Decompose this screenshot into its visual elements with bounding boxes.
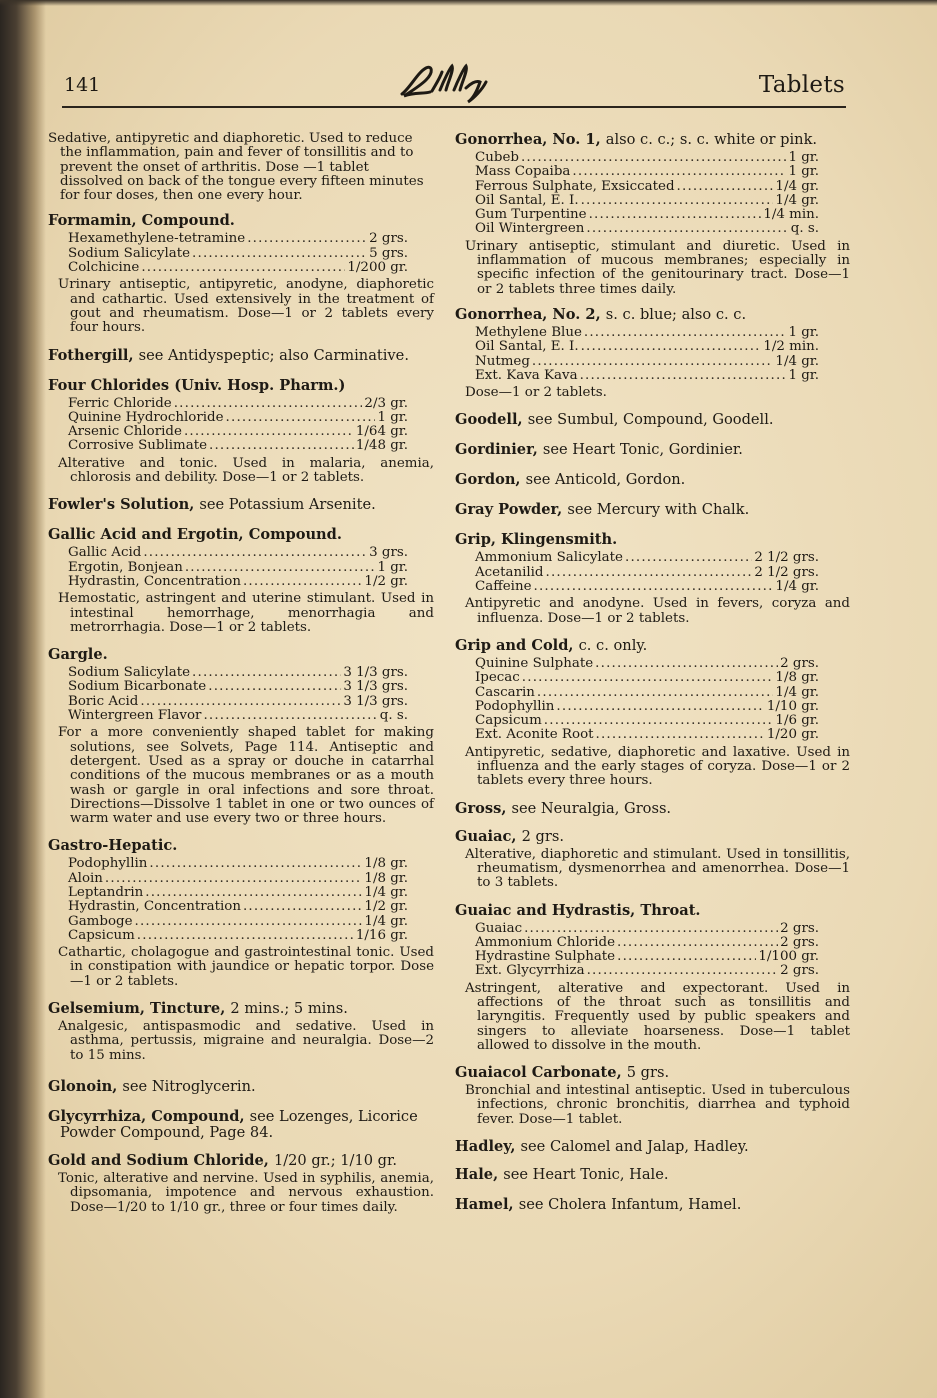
left-column	[48, 132, 434, 1215]
ingredient-row	[475, 151, 819, 165]
entry-gastro-hepatic	[48, 838, 434, 989]
ingredient-dose: 1/8 gr.	[364, 856, 408, 872]
ingredient-name: Gallic Acid	[68, 545, 142, 561]
entry-title: Gordon,	[455, 471, 521, 489]
ingredient-dose: 1/16 gr.	[355, 927, 408, 943]
entry-title: Guaiac and Hydrastis, Throat.	[455, 901, 701, 919]
ingredient-row	[475, 922, 819, 936]
ingredient-name: Podophyllin	[475, 698, 555, 714]
ingredient-dose: 2 1/2 grs.	[754, 550, 819, 566]
page-number: 141	[64, 74, 101, 96]
intro-text: Sedative, antipyretic and diaphoretic. Used to reduce the inflammation, pain and fever of tonsillitis and to prevent the onset of arthritis. Dose —1 tablet dissolved on back of the tongue every fifteen minutes for four doses, then one every hour.	[48, 131, 424, 204]
binding-shadow	[0, 0, 46, 1398]
ingredient-row	[475, 369, 819, 383]
ingredient-dose: 1 gr.	[788, 150, 819, 165]
ingredient-list	[475, 551, 850, 594]
ingredient-row	[475, 165, 819, 179]
entry-fowler	[48, 497, 434, 513]
ingredient-name: Gamboge	[68, 913, 133, 929]
entry-title: Gray Powder,	[455, 501, 563, 519]
entry-title: Gastro-Hepatic.	[48, 837, 178, 855]
ingredient-row	[475, 566, 819, 580]
ingredient-row	[68, 397, 408, 411]
ingredient-name: Cubeb	[475, 150, 519, 165]
ingredient-name: Boric Acid	[68, 693, 139, 709]
ingredient-row	[68, 857, 408, 871]
ingredient-dose: 2 grs.	[780, 920, 819, 936]
ingredient-dose: 1/4 min.	[763, 207, 819, 223]
entry-dose-note: 2 grs.	[521, 827, 564, 845]
ingredient-row	[475, 340, 819, 354]
entry-gordinier	[455, 442, 850, 458]
ingredient-name: Mass Copaiba	[475, 164, 571, 180]
ingredient-name: Podophyllin	[68, 856, 148, 872]
entry-description: Tonic, alterative and nervine. Used in syphilis, anemia, dipsomania, impotence and nervous exhaustion. Dose—1/20 to 1/10 gr., three or four times daily.	[58, 1170, 434, 1215]
ingredient-name: Ext. Kava Kava	[475, 367, 578, 383]
ingredient-row	[475, 222, 819, 236]
ingredient-name: Ext. Aconite Root	[475, 727, 594, 743]
entry-title: Gordinier,	[455, 441, 538, 459]
ingredient-row	[68, 546, 408, 560]
entry-gargle	[48, 647, 434, 826]
ingredient-dose: 1/4 gr.	[775, 192, 819, 208]
ingredient-name: Ammonium Chloride	[475, 934, 616, 950]
entry-description: Bronchial and intestinal antiseptic. Used in tuberculous infections, chronic bronchitis, diarrhea and typhoid fever. Dose—1 tablet.	[465, 1083, 850, 1127]
ingredient-dose: 1 gr.	[377, 559, 408, 575]
ingredient-dose: 1 gr.	[788, 367, 819, 383]
ingredient-dose: 1 gr.	[788, 324, 819, 340]
entry-description: For a more conveniently shaped tablet for making solutions, see Solvets, Page 114. Antiseptic and detergent. Used as a spray or douche in catarrhal conditions of the mucous membranes or as a mouth wash or gargle in oral infections and sore throat. Directions—Dissolve 1 tablet in one or two ounces of warm water and use every two or three hours.	[58, 725, 434, 827]
entry-title: Gold and Sodium Chloride,	[48, 1151, 269, 1169]
see-reference: see Mercury with Chalk.	[567, 501, 750, 519]
ingredient-dose: 3 1/3 grs.	[343, 665, 408, 681]
see-reference: see Sumbul, Compound, Goodell.	[527, 411, 774, 429]
ingredient-row	[475, 551, 819, 565]
page-top-edge	[0, 0, 937, 6]
entry-gonorrhea-2	[455, 307, 850, 400]
ingredient-name: Methylene Blue	[475, 324, 582, 340]
ingredient-name: Nutmeg	[475, 353, 530, 369]
entry-title: Hale,	[455, 1166, 499, 1184]
ingredient-name: Hydrastin, Concentration	[68, 573, 241, 589]
ingredient-dose: 1/2 min.	[763, 339, 819, 355]
ingredient-dose: 1 gr.	[377, 409, 408, 425]
ingredient-list	[68, 546, 434, 589]
ingredient-dose: 2 1/2 grs.	[754, 564, 819, 580]
ingredient-name: Hexamethylene-tetramine	[68, 231, 246, 247]
ingredient-row	[475, 355, 819, 369]
ingredient-dose: 1/4 gr.	[364, 913, 408, 929]
entry-title: Guaiacol Carbonate,	[455, 1064, 622, 1082]
ingredient-list	[68, 232, 434, 275]
entry-gallic-acid	[48, 527, 434, 635]
entry-grip	[455, 532, 850, 625]
see-reference: see Antidyspeptic; also Carminative.	[138, 346, 409, 364]
entry-fothergill	[48, 348, 434, 364]
see-reference: see Neuralgia, Gross.	[511, 799, 672, 817]
entry-guaiac	[455, 829, 850, 891]
ingredient-dose: q. s.	[790, 221, 819, 237]
ingredient-dose: 1/2 gr.	[364, 899, 408, 915]
entry-guaiacol	[455, 1065, 850, 1127]
ingredient-name: Cascarin	[475, 684, 535, 700]
entry-title: Four Chlorides (Univ. Hosp. Pharm.)	[48, 376, 346, 394]
ingredient-dose: 2 grs.	[780, 934, 819, 950]
entry-gordon	[455, 472, 850, 488]
ingredient-name: Arsenic Chloride	[68, 424, 182, 440]
entry-description: Antipyretic and anodyne. Used in fevers, coryza and influenza. Dose—1 or 2 tablets.	[465, 596, 850, 626]
ingredient-dose: 1/64 gr.	[355, 424, 408, 440]
ingredient-row	[68, 425, 408, 439]
ingredient-row	[475, 180, 819, 194]
ingredient-name: Sodium Bicarbonate	[68, 679, 207, 695]
entry-hadley	[455, 1139, 850, 1155]
ingredient-list	[475, 151, 850, 237]
entry-description: Cathartic, cholagogue and gastrointestinal tonic. Used in constipation with jaundice or hepatic torpor. Dose—1 or 2 tablets.	[58, 945, 434, 989]
entry-glycyrrhiza	[48, 1109, 434, 1141]
entry-four-chlorides	[48, 378, 434, 486]
ingredient-row	[475, 714, 819, 728]
ingredient-dose: 1 gr.	[788, 164, 819, 180]
entry-title: Hamel,	[455, 1196, 514, 1214]
ingredient-row	[475, 950, 819, 964]
right-column	[455, 132, 850, 1213]
ingredient-dose: 1/4 gr.	[364, 884, 408, 900]
entry-guaiac-hydrastis	[455, 903, 850, 1054]
ingredient-list	[475, 326, 850, 383]
ingredient-dose: 1/200 gr.	[347, 260, 408, 276]
see-reference: see Heart Tonic, Gordinier.	[542, 441, 743, 459]
lilly-script-logo	[396, 58, 492, 104]
ingredient-name: Aloin	[68, 870, 103, 886]
entry-gray-powder	[455, 502, 850, 518]
entry-gross	[455, 801, 850, 817]
ingredient-row	[68, 261, 408, 275]
ingredient-row	[475, 671, 819, 685]
entry-title: Gargle.	[48, 646, 108, 664]
ingredient-name: Leptandrin	[68, 884, 144, 900]
entry-title: Gelsemium, Tincture,	[48, 1000, 226, 1018]
ingredient-name: Ferrous Sulphate, Exsiccated	[475, 178, 675, 194]
ingredient-row	[68, 929, 408, 943]
entry-description: Alterative and tonic. Used in malaria, anemia, chlorosis and debility. Dose—1 or 2 tablets.	[58, 455, 434, 486]
entry-title: Glycyrrhiza, Compound,	[48, 1107, 245, 1125]
ingredient-dose: 1/4 gr.	[775, 353, 819, 369]
entry-description: Analgesic, antispasmodic and sedative. Used in asthma, pertussis, migraine and neuralgia. Dose—2 to 15 mins.	[58, 1019, 434, 1063]
ingredient-row	[68, 666, 408, 680]
entry-title: Glonoin,	[48, 1077, 118, 1095]
ingredient-name: Hydrastin, Concentration	[68, 899, 241, 915]
entry-gonorrhea-1	[455, 132, 850, 297]
ingredient-row	[68, 232, 408, 246]
ingredient-dose: 1/10 gr.	[766, 698, 819, 714]
ingredient-dose: 1/6 gr.	[775, 713, 819, 729]
ingredient-dose: 1/20 gr.	[766, 727, 819, 743]
ingredient-name: Ext. Glycyrrhiza	[475, 963, 585, 979]
entry-title: Goodell,	[455, 411, 523, 429]
ingredient-name: Caffeine	[475, 579, 532, 595]
entry-glonoin	[48, 1079, 434, 1095]
ingredient-name: Ferric Chloride	[68, 395, 172, 411]
entry-hamel	[455, 1197, 850, 1213]
ingredient-row	[475, 194, 819, 208]
entry-title: Grip and Cold,	[455, 636, 574, 654]
ingredient-list	[475, 922, 850, 979]
entry-dose-note: 2 mins.; 5 mins.	[230, 1000, 348, 1018]
ingredient-row	[475, 326, 819, 340]
ingredient-row	[475, 700, 819, 714]
entry-title: Guaiac,	[455, 827, 517, 845]
ingredient-row	[68, 900, 408, 914]
entry-description: Dose—1 or 2 tablets.	[465, 385, 607, 401]
header-rule	[62, 106, 846, 108]
ingredient-row	[68, 247, 408, 261]
ingredient-row	[475, 657, 819, 671]
ingredient-name: Quinine Hydrochloride	[68, 409, 224, 425]
ingredient-dose: 2 grs.	[369, 231, 408, 247]
entry-grip-and-cold	[455, 638, 850, 789]
entry-title: Grip, Klingensmith.	[455, 531, 618, 549]
ingredient-name: Ammonium Salicylate	[475, 550, 623, 566]
ingredient-row	[68, 915, 408, 929]
see-reference: see Heart Tonic, Hale.	[503, 1166, 669, 1184]
ingredient-dose: 3 1/3 grs.	[343, 693, 408, 709]
ingredient-name: Oil Santal, E. I.	[475, 339, 579, 355]
ingredient-name: Wintergreen Flavor	[68, 708, 202, 724]
ingredient-row	[475, 686, 819, 700]
ingredient-dose: 1/4 gr.	[775, 684, 819, 700]
ingredient-row	[68, 411, 408, 425]
ingredient-list	[68, 857, 434, 943]
ingredient-dose: 5 grs.	[369, 245, 408, 261]
ingredient-dose: 1/4 gr.	[775, 579, 819, 595]
ingredient-dose: 2 grs.	[780, 655, 819, 671]
ingredient-row	[475, 208, 819, 222]
entry-description: Urinary antiseptic, stimulant and diuretic. Used in inflammation of mucous membranes; especially in specific infection of the genitourinary tract. Dose—1 or 2 tablets three times daily.	[465, 238, 850, 297]
entry-title: Gross,	[455, 799, 507, 817]
ingredient-name: Ipecac	[475, 670, 520, 686]
entry-title: Fothergill,	[48, 346, 134, 364]
ingredient-dose: 1/2 gr.	[364, 573, 408, 589]
ingredient-dose: 1/4 gr.	[775, 178, 819, 194]
entry-hale	[455, 1167, 850, 1183]
ingredient-row	[475, 728, 819, 742]
ingredient-name: Corrosive Sublimate	[68, 438, 207, 454]
ingredient-dose: 3 grs.	[369, 545, 408, 561]
entry-title: Gonorrhea, No. 1,	[455, 131, 601, 148]
ingredient-name: Ergotin, Bonjean	[68, 559, 183, 575]
entry-title: Fowler's Solution,	[48, 496, 195, 514]
ingredient-dose: 2 grs.	[780, 963, 819, 979]
ingredient-name: Gum Turpentine	[475, 207, 587, 223]
entry-form-note: also c. c.; s. c. white or pink.	[605, 131, 818, 148]
entry-description: Alterative, diaphoretic and stimulant. Used in tonsillitis, rheumatism, dysmenorrhea and amenorrhea. Dose—1 to 3 tablets.	[465, 846, 850, 891]
ingredient-name: Guaiac	[475, 920, 523, 936]
ingredient-row	[68, 439, 408, 453]
entry-gelsemium	[48, 1001, 434, 1063]
entry-description: Urinary antiseptic, antipyretic, anodyne, diaphoretic and cathartic. Used extensively in the treatment of gout and rheumatism. Dose—1 or 2 tablets every four hours.	[58, 277, 434, 336]
entry-title: Formamin, Compound.	[48, 212, 235, 230]
ingredient-row	[68, 561, 408, 575]
ingredient-list	[68, 666, 434, 723]
entry-goodell	[455, 412, 850, 428]
ingredient-dose: 2/3 gr.	[364, 395, 408, 411]
entry-gold	[48, 1153, 434, 1215]
ingredient-row	[68, 680, 408, 694]
ingredient-dose: 1/100 gr.	[758, 949, 819, 965]
ingredient-dose: 1/8 gr.	[364, 870, 408, 886]
ingredient-name: Capsicum	[475, 713, 542, 729]
ingredient-row	[475, 964, 819, 978]
ingredient-row	[475, 936, 819, 950]
ingredient-name: Sodium Salicylate	[68, 245, 191, 261]
ingredient-name: Hydrastine Sulphate	[475, 949, 616, 965]
entry-description: Antipyretic, sedative, diaphoretic and laxative. Used in influenza and the early stages of coryza. Dose—1 or 2 tablets every three hours.	[465, 744, 850, 789]
ingredient-row	[68, 695, 408, 709]
ingredient-name: Quinine Sulphate	[475, 655, 594, 671]
ingredient-dose: q. s.	[379, 708, 408, 724]
ingredient-row	[68, 575, 408, 589]
ingredient-row	[68, 709, 408, 723]
ingredient-row	[68, 872, 408, 886]
see-reference: see Potassium Arsenite.	[199, 496, 376, 514]
entry-dose-note: 5 grs.	[626, 1064, 670, 1082]
ingredient-list	[475, 657, 850, 743]
see-reference: see Cholera Infantum, Hamel.	[518, 1196, 742, 1214]
see-reference: see Calomel and Jalap, Hadley.	[520, 1138, 749, 1156]
entry-title: Gallic Acid and Ergotin, Compound.	[48, 526, 342, 544]
ingredient-row	[68, 886, 408, 900]
ingredient-dose: 3 1/3 grs.	[343, 679, 408, 695]
ingredient-name: Oil Wintergreen	[475, 221, 585, 237]
ingredient-name: Capsicum	[68, 927, 135, 943]
ingredient-dose: 1/8 gr.	[775, 670, 819, 686]
see-reference: see Nitroglycerin.	[122, 1077, 256, 1095]
ingredient-dose: 1/48 gr.	[355, 438, 408, 454]
see-reference: see Lozenges, Licorice Powder Compound, Page 84.	[60, 1107, 418, 1141]
entry-title: Hadley,	[455, 1138, 516, 1156]
entry-form-note: s. c. blue; also c. c.	[605, 305, 747, 323]
entry-formamin	[48, 213, 434, 335]
entry-form-note: c. c. only.	[578, 636, 648, 654]
entry-description: Astringent, alterative and expectorant. Used in affections of the throat such as tonsillitis and laryngitis. Frequently used by public speakers and singers to alleviate hoarseness. Dose—1 tablet allowed to dissolve in the mouth.	[465, 980, 850, 1053]
ingredient-name: Acetanilid	[475, 564, 544, 580]
ingredient-name: Oil Santal, E. I.	[475, 192, 579, 208]
ingredient-row	[475, 580, 819, 594]
section-title: Tablets	[758, 72, 845, 98]
ingredient-name: Colchicine	[68, 260, 140, 276]
ingredient-list	[68, 397, 434, 454]
entry-title: Gonorrhea, No. 2,	[455, 305, 601, 323]
ingredient-name: Sodium Salicylate	[68, 665, 191, 681]
entry-description: Hemostatic, astringent and uterine stimulant. Used in intestinal hemorrhage, menorrhagia and metrorrhagia. Dose—1 or 2 tablets.	[58, 591, 434, 635]
entry-dose-note: 1/20 gr.; 1/10 gr.	[273, 1151, 398, 1169]
see-reference: see Anticold, Gordon.	[525, 471, 686, 489]
